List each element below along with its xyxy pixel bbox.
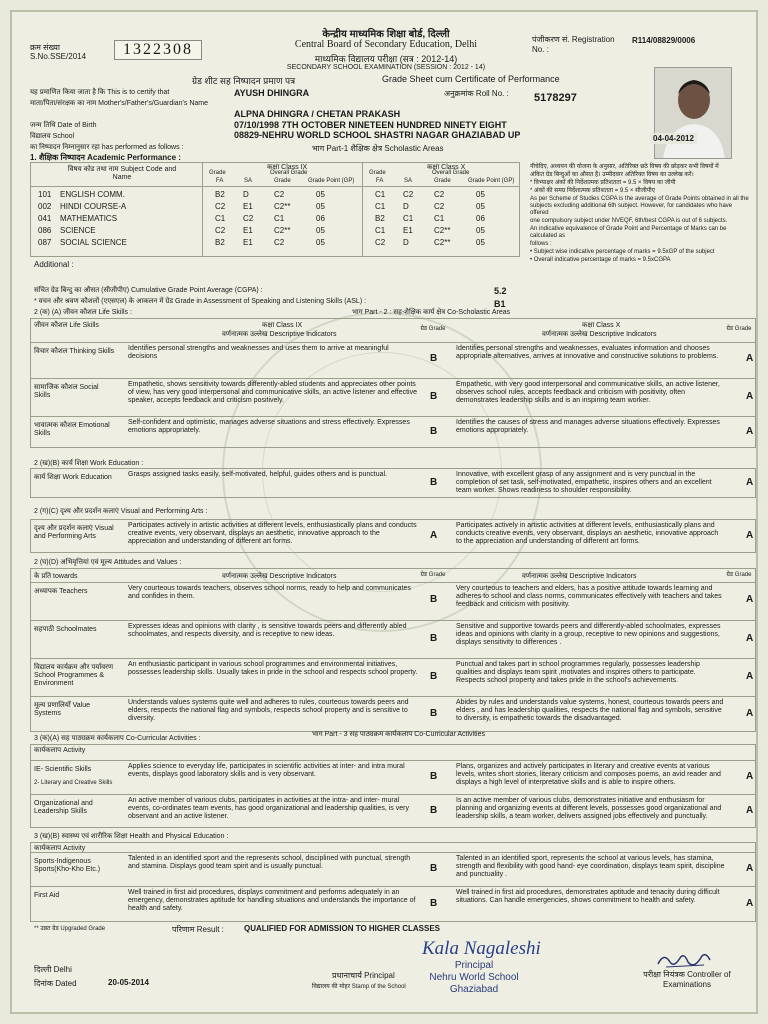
attitude-row-class10-grade: A	[746, 594, 754, 605]
life-skill-row-label: विचार कौशल Thinking Skills	[34, 348, 115, 355]
visual-arts-class10-grade: A	[746, 530, 754, 541]
class10-header: कक्षा Class X	[427, 164, 466, 171]
visual-arts-heading: 2 (ग)(C) दृश्य और प्रदर्शन कलाएं Visual and Performing Arts :	[34, 508, 208, 515]
health-row-rule	[30, 852, 756, 853]
literary-skills-label: 2- Literary and Creative Skills	[34, 780, 113, 786]
subject-ix-fa: B2	[215, 190, 225, 199]
ix-overall-header: Overall Grade	[270, 170, 308, 176]
subject-x-grade: C1	[434, 214, 445, 223]
place-label: दिल्ली Delhi	[34, 965, 72, 974]
subject-x-fa: C1	[375, 226, 386, 235]
issue-date: 20-05-2014	[108, 978, 149, 987]
subject-ix-sa: E1	[243, 202, 253, 211]
subject-col-header: विषय कोड तथा नाम Subject Code and Name	[67, 166, 177, 181]
academic-table-header-rule	[30, 186, 520, 187]
subject-x-grade: C2	[434, 190, 445, 199]
work-education-label: कार्य शिक्षा Work Education	[34, 474, 112, 481]
scheme-note-line: subjects excluding additional 6th subject. However, for candidates who have offered	[530, 203, 733, 217]
attitude-row-class9-desc: Very courteous towards teachers, observes school norms, ready to help and communicates and confides in them.	[128, 585, 411, 601]
subject-x-fa: B2	[375, 214, 385, 223]
scheme-notes	[530, 164, 752, 265]
life-skill-row-class9-desc: Self-confident and optimistic, manages adverse situations and stress effectively. Expresses emotions appropriately.	[128, 419, 410, 435]
attitude-row-class10-desc: Very courteous to teachers and elders, has a positive attitude towards learning and adheres to school and class norms, communicates effectively with teachers and takes feedback and criticism with positivity.	[456, 585, 722, 609]
ls-x-grade-header: ग्रेड Grade	[726, 326, 752, 332]
subject-ix-sa: D	[243, 190, 249, 199]
attitude-row-class9-desc: An enthusiastic participant in various school programmes and environmental initiatives, possesses leadership skills. Usually takes in pride in the school and respects school property.	[128, 661, 418, 677]
co-curricular-row-class9-desc: An active member of various clubs, participates in activities at the intra- and inter- mural events, co-ordinates team events, has good organizational and leadership qualities, is very observant and an active listener.	[128, 797, 409, 821]
subject-code: 002	[38, 202, 52, 211]
x-grade-subheader: Grade	[434, 178, 451, 184]
life-skills-col-header: जीवन कौशल Life Skills	[34, 322, 99, 329]
ls-class9-header: कक्षा Class IX	[262, 322, 303, 329]
academic-col-rule	[202, 162, 203, 257]
scheme-note-line: • Overall indicative percentage of marks = 9.5xCGPA	[530, 256, 671, 263]
health-row-class9-desc: Talented in an identified sport and the represents school, disciplined with punctual, strength and stamina. Displays good team spirit and is usually punctual.	[128, 855, 411, 871]
subject-x-fa: C2	[375, 238, 386, 247]
co-curricular-row-class9-desc: Applies science to everyday life, participates in scientific activities at inter- and intra mural events, displays good laboratory skills and is very observant.	[128, 763, 405, 779]
subject-ix-sa: E1	[243, 238, 253, 247]
subject-ix-grade: C1	[274, 214, 285, 223]
principal-stamp-title: Principal	[454, 960, 494, 971]
subject-ix-sa: E1	[243, 226, 253, 235]
activity-col-header: कार्यकलाप Activity	[34, 747, 86, 754]
part1-label: भाग Part-1 शैक्षिक क्षेत्र Scholastic Areas	[312, 144, 444, 153]
life-skill-row-rule	[30, 342, 756, 343]
health-row-label: First Aid	[34, 892, 60, 899]
subject-x-grade: C2**	[434, 226, 451, 235]
scheme-note-line: An indicative equivalence of Grade Point and Percentage of Marks can be calculated as	[530, 226, 727, 240]
subject-ix-sa: C2	[243, 214, 254, 223]
subject-ix-fa: B2	[215, 238, 225, 247]
subject-x-gp: 05	[476, 202, 485, 211]
subject-x-sa: C1	[403, 214, 414, 223]
student-name: AYUSH DHINGRA	[234, 88, 310, 98]
attitude-row-class10-desc: Sensitive and supportive towards peers and differently-abled schoolmates, expresses ideas and opinions with clarity in a group, receptive to new opinions and suggestions, displays sensitivity to differences .	[456, 623, 721, 647]
health-row-class9-grade: B	[430, 898, 438, 909]
subject-code: 086	[38, 226, 52, 235]
attitude-row-class9-grade: B	[430, 594, 438, 605]
health-row-class10-desc: Well trained in first aid procedures, demonstrates aptitude and tenacity during difficult situations. Can handle emergencies, shows commitment to health and safety.	[456, 889, 720, 905]
co-curricular-row-class10-grade: A	[746, 805, 754, 816]
subject-x-sa: D	[403, 238, 409, 247]
cgpa-value: 5.2	[494, 286, 507, 296]
subject-ix-fa: C2	[215, 202, 226, 211]
subject-code: 087	[38, 238, 52, 247]
registration-number: R114/08829/0006	[632, 36, 696, 45]
subject-name: ENGLISH COMM.	[60, 190, 125, 199]
attitude-row-rule	[30, 658, 756, 659]
principal-label: प्रधानाचार्य Principal	[332, 971, 395, 980]
part2-label: भाग Part - 2 : सह-शैक्षिक कार्य क्षेत्र Co-Scholastic Areas	[352, 309, 511, 316]
subject-x-fa: C1	[375, 190, 386, 199]
cgpa-label: संचित ग्रेड बिन्दु का औसत (सीजीपीए) Cumulative Grade Point Average (CGPA) :	[34, 287, 263, 294]
x-sa-header: SA	[404, 178, 413, 184]
subject-ix-grade: C2**	[274, 202, 291, 211]
work-education-heading: 2 (ख)(B) कार्य शिक्षा Work Education :	[34, 460, 144, 467]
result-value: QUALIFIED FOR ADMISSION TO HIGHER CLASSES	[244, 924, 441, 933]
subject-ix-grade: C2	[274, 238, 285, 247]
attitude-row-rule	[30, 620, 756, 621]
board-name-english: Central Board of Secondary Education, Delhi	[294, 39, 478, 50]
attitude-row-class10-grade: A	[746, 633, 754, 644]
subject-ix-gp: 05	[316, 238, 325, 247]
student-photo-figure	[655, 68, 732, 159]
school-name: 08829-NEHRU WORLD SCHOOL SHASTRI NAGAR GHAZIABAD UP	[234, 130, 521, 140]
subject-x-fa: C1	[375, 202, 386, 211]
subject-x-grade: C2**	[434, 238, 451, 247]
attitudes-heading: 2 (घ)(D) अभिवृत्तियां एवं मूल्य Attitudes and Values :	[34, 559, 182, 566]
life-skill-row-class10-grade: A	[746, 426, 754, 437]
subject-name: MATHEMATICS	[60, 214, 118, 223]
life-skill-row-class10-grade: A	[746, 353, 754, 364]
principal-signature: Kala Nagaleshi	[422, 938, 541, 959]
ix-gp-header: Grade Point (GP)	[308, 178, 355, 184]
attitude-row-label: सहपाठी Schoolmates	[34, 626, 97, 633]
health-row-class10-desc: Talented in an identified sport, represents the school at various levels, has stamina, strength and flexibility with good hand- eye coordination, displays team spirit, discipline and punctuality .	[456, 855, 725, 879]
ix-grade-header: Grade	[209, 170, 226, 176]
health-row-class10-grade: A	[746, 898, 754, 909]
exam-name-hindi: माध्यमिक विद्यालय परीक्षा (सत्र : 2012-14)	[314, 54, 458, 64]
visual-arts-label: दृश्य और प्रदर्शन कलाएं Visual and Performing Arts	[34, 525, 114, 541]
life-skill-row-rule	[30, 378, 756, 379]
life-skill-row-class9-desc: Empathetic, shows sensitivity towards differently-abled students and appreciates other points of view, has very good interpersonal and communicative skills, an active listener and effective speaker, accepts feedback and criticism positively.	[128, 381, 417, 405]
health-row-class10-grade: A	[746, 863, 754, 874]
date-label: दिनांक Dated	[34, 979, 77, 988]
certify-label: यह प्रमाणित किया जाता है कि This is to certify that	[30, 89, 170, 96]
attitude-row-class10-grade: A	[746, 708, 754, 719]
att-ix-grade-header: ग्रेड Grade	[420, 572, 446, 578]
visual-arts-class9-grade: A	[430, 530, 438, 541]
subject-name: SOCIAL SCIENCE	[60, 238, 127, 247]
life-skill-row-class9-desc: Identifies personal strengths and weaknesses and uses them to arrive at meaningful decisions	[128, 345, 389, 361]
health-activity-col-header: कार्यकलाप Activity	[34, 845, 86, 852]
ix-fa-header: FA	[216, 178, 224, 184]
life-skill-row-class9-grade: B	[430, 426, 438, 437]
registration-label: पंजीकरण सं. Registration No. :	[532, 35, 615, 54]
work-education-class10-desc: Innovative, with excellent grasp of any assignment and is very punctual in the completion of set task, self-motivated, empathetic, inspires others and an excellent team worker. Shows readiness to shoulder responsibility.	[456, 471, 712, 495]
scheme-note-line: * विभ्याक्षर अंकों की निर्देशात्मक प्रतिशतता = 9.5 × विषय का जीपी	[530, 179, 676, 186]
co-curricular-row-rule	[30, 794, 756, 795]
life-skill-row-class10-desc: Empathetic, with very good interpersonal and communicative skills, an active listener, observes school rules, accepts feedback and criticism with positivity, often demonstrates leadership skills and is an inspiring team worker.	[456, 381, 720, 405]
visual-arts-class10-desc: Participates actively in artistic activities at different levels, enthusiastically plans and conducts creative events, very observant, displays an aesthetic, innovative approach to the appreciation and understanding of different art forms.	[456, 522, 719, 546]
attitude-row-rule	[30, 696, 756, 697]
subject-x-sa: D	[403, 202, 409, 211]
attitude-row-class9-desc: Understands values systems quite well and adheres to rules, courteous towards peers and elders, respects the national flag and symbols, respects school property and is sensitive to diversity.	[128, 699, 409, 723]
subject-name: SCIENCE	[60, 226, 96, 235]
additional-label: Additional :	[34, 260, 74, 269]
attitude-row-label: विद्यालय कार्यक्रम और पर्यावरण School Programmes & Environment	[34, 664, 114, 688]
student-photo	[654, 67, 732, 159]
scheme-note-line: नीचेदिए, अध्ययन की योजना के अनुसार, अतिरिक्त छठे विषय की छोड़कर सभी विषयों में	[530, 164, 719, 170]
attitude-row-class9-grade: B	[430, 671, 438, 682]
health-row-rule	[30, 886, 756, 887]
life-skill-row-class10-desc: Identifies the causes of stress and manages adverse situations effectively. Expresses emotions appropriately.	[456, 419, 720, 435]
parents-name: ALPNA DHINGRA / CHETAN PRAKASH	[234, 109, 401, 119]
ix-sa-header: SA	[244, 178, 253, 184]
life-skills-heading: 2 (क) (A) जीवन कौशल Life Skills :	[34, 309, 132, 316]
attitude-row-class10-desc: Abides by rules and understands value systems, honest, courteous towards peers and elders , and has leadership qualities, respects the national flag and symbols, sensitive to diversity, is empathetic towards the disadvantaged.	[456, 699, 724, 723]
dob-label: जन्म तिथि Date of Birth	[30, 122, 97, 129]
result-label: परिणाम Result :	[172, 925, 224, 934]
exam-name-english: SECONDARY SCHOOL EXAMINATION (SESSION : 2012 - 14)	[286, 64, 486, 71]
work-education-class9-grade: B	[430, 477, 438, 488]
attitude-row-class10-grade: A	[746, 671, 754, 682]
attitude-row-class9-desc: Expresses ideas and opinions with clarity , is sensitive towards peers and differently abled schoolmates, and respects diversity, and is receptive to new ideas.	[128, 623, 407, 639]
part3-label: भाग Part - 3 सह पाठ्यक्रम कार्यकलाप Co-Curricular Activities	[312, 731, 486, 738]
visual-arts-class9-desc: Participates actively in artistic activities at different levels, enthusiastically plans and conducts creative events, very observant, displays an aesthetic, innovative approach to the appreciation and understanding of different art forms.	[128, 522, 417, 546]
health-row-label: Sports-Indigenous Sports(Kho-Kho Etc.)	[34, 858, 101, 874]
asl-label: * वचन और श्रवण कौशलों (एएसएल) के आकलन में ग्रेड Grade in Assessment of Speaking and Listening Skills (ASL) :	[34, 298, 367, 305]
academic-col-rule	[362, 162, 363, 257]
certificate-title-hindi: ग्रेड शीट सह निष्पादन प्रमाण पत्र	[192, 76, 296, 86]
principal-stamp-school: Nehru World School	[429, 972, 519, 983]
life-skill-row-label: भावात्मक कौशल Emotional Skills	[34, 422, 110, 438]
scheme-note-line: one compulsory subject under NVEQF, 6th/best CGPA is out of 6 subjects.	[530, 218, 728, 225]
life-skill-row-label: सामाजिक कौशल Social Skills	[34, 384, 99, 400]
ls-ix-desc-header: वर्णनात्मक उल्लेख Descriptive Indicators	[222, 331, 337, 338]
att-x-desc-header: वर्णनात्मक उल्लेख Descriptive Indicators	[522, 573, 637, 580]
principal-stamp-city: Ghaziabad	[449, 984, 499, 995]
ix-grade-subheader: Grade	[274, 178, 291, 184]
scheme-note-line: follows :	[530, 240, 552, 247]
scheme-note-line: अंकित ग्रेड बिन्दुओं का औसत है। उम्मीदवार अतिरिक्त विषय का उल्लेख करें।	[530, 171, 694, 178]
attitude-row-class10-desc: Punctual and takes part in school programmes regularly, possesses leadership qualities and displays team spirit ,motivates and inspires others to participate. Respects school property and takes pride in the school's achievements.	[456, 661, 700, 685]
x-overall-header: Overall Grade	[432, 170, 470, 176]
att-x-grade-header: ग्रेड Grade	[726, 572, 752, 578]
academic-performance-heading: 1. शैक्षिक निष्पादन Academic Performance :	[30, 153, 181, 162]
subject-x-sa: E1	[403, 226, 413, 235]
photo-date-stamp: 04-04-2012	[650, 133, 697, 144]
life-skill-row-class9-grade: B	[430, 353, 438, 364]
grade-sheet-certificate	[10, 10, 758, 1014]
scheme-note-line: As per Scheme of Studies CGPA is the average of Grade Points obtained in all the	[530, 195, 749, 202]
attitude-row-class9-grade: B	[430, 708, 438, 719]
attitude-row-rule	[30, 582, 756, 583]
upgraded-grade-note: ** उन्नत ग्रेड Upgraded Grade	[34, 926, 106, 932]
subject-ix-fa: C2	[215, 226, 226, 235]
work-education-rule	[30, 468, 756, 469]
subject-x-sa: C2	[403, 190, 414, 199]
serial-label: क्रम संख्या S.No.SSE/2014	[30, 43, 87, 61]
school-label: विद्यालय School	[30, 133, 75, 140]
attitude-row-label: मूल्य प्रणालियाँ Value Systems	[34, 702, 91, 718]
subject-x-gp: 05	[476, 226, 485, 235]
school-stamp-label: विद्यालय की मोहर Stamp of the School	[312, 984, 406, 990]
towards-col-header: के प्रति towards	[34, 573, 78, 580]
co-curricular-heading: 3 (क)(A) सह पाठ्यक्रम कार्यकलाप Co-Curricular Activities :	[34, 735, 201, 742]
life-skill-row-class10-desc: Identifies personal strengths and weaknesses, evaluates information and chooses appropriate alternatives, arrives at innovative and constructive solutions to problems.	[456, 345, 719, 361]
life-skill-row-rule	[30, 416, 756, 417]
performed-label: का निष्पादन निम्नानुसार रहा has performed as follows :	[30, 144, 184, 151]
co-curricular-row-class10-desc: Plans, organizes and actively participates in literary and creative events at various levels, writes short stories, literary criticism and composes poems, an avid reader and displays a high level of interpretative skills and is able to inspire others.	[456, 763, 721, 787]
scheme-note-line: * अंकों की समग्र निर्देशात्मक प्रतिशतता = 9.5 × सीजीपीए	[530, 187, 655, 194]
co-curricular-row-class10-desc: Is an active member of various clubs, demonstrates initiative and enthusiasm for planning and organizing events at different levels, possesses good organizational and leadership skills, a team worker, delivers assigned jobs effectively and punctually.	[456, 797, 722, 821]
subject-x-gp: 06	[476, 214, 485, 223]
subject-x-gp: 05	[476, 190, 485, 199]
subject-ix-grade: C2	[274, 190, 285, 199]
roll-number-label: अनुक्रमांक Roll No. :	[444, 89, 509, 98]
asl-value: B1	[494, 299, 506, 309]
board-name-hindi: केन्द्रीय माध्यमिक शिक्षा बोर्ड, दिल्ली	[322, 29, 450, 40]
health-row-class9-grade: B	[430, 863, 438, 874]
co-curricular-row-class9-grade: B	[430, 805, 438, 816]
subject-ix-gp: 05	[316, 190, 325, 199]
attitude-row-class9-grade: B	[430, 633, 438, 644]
co-curricular-row-class10-grade: A	[746, 771, 754, 782]
life-skill-row-class9-grade: B	[430, 391, 438, 402]
health-heading: 3 (ख)(B) स्वास्थ्य एवं शारीरिक शिक्षा Health and Physical Education :	[34, 833, 229, 840]
subject-ix-gp: 06	[316, 214, 325, 223]
subject-ix-grade: C2**	[274, 226, 291, 235]
subject-ix-gp: 05	[316, 202, 325, 211]
controller-label: परीक्षा नियंत्रक Controller of Examinations	[643, 970, 731, 989]
life-skill-row-class10-grade: A	[746, 391, 754, 402]
controller-signature-name	[654, 952, 714, 957]
subject-name: HINDI COURSE-A	[60, 202, 127, 211]
ls-class10-header: कक्षा Class X	[582, 322, 621, 329]
subject-code: 101	[38, 190, 52, 199]
subject-x-grade: C2	[434, 202, 445, 211]
subject-ix-fa: C1	[215, 214, 226, 223]
serial-number: 1322308	[114, 40, 202, 60]
ls-ix-grade-header: ग्रेड Grade	[420, 326, 446, 332]
co-curricular-row-label: Organizational and Leadership Skills	[34, 800, 93, 816]
x-fa-header: FA	[376, 178, 384, 184]
co-curricular-row-label: IE- Scientific Skills	[34, 766, 92, 773]
att-ix-desc-header: वर्णनात्मक उल्लेख Descriptive Indicators	[222, 573, 337, 580]
subject-code: 041	[38, 214, 52, 223]
work-education-class9-desc: Grasps assigned tasks easily, self-motivated, helpful, guides others and is punctual.	[128, 471, 388, 478]
x-gp-header: Grade Point (GP)	[468, 178, 515, 184]
certificate-title-english: Grade Sheet cum Certificate of Performance	[382, 74, 560, 84]
co-curricular-row-rule	[30, 760, 756, 761]
attitude-row-label: अध्यापक Teachers	[34, 588, 88, 595]
subject-ix-gp: 05	[316, 226, 325, 235]
roll-number: 5178297	[534, 92, 577, 104]
visual-arts-rule	[30, 519, 756, 520]
work-education-class10-grade: A	[746, 477, 754, 488]
health-row-class9-desc: Well trained in first aid procedures, displays commitment and performs adequately in an emergency, demonstrates aptitude for handling situations and understands the importance of health and safety.	[128, 889, 416, 913]
scheme-note-line: • Subject wise indicative percentage of marks = 9.5xGP of the subject	[530, 248, 715, 255]
co-curricular-row-class9-grade: B	[430, 771, 438, 782]
subject-x-gp: 05	[476, 238, 485, 247]
ls-x-desc-header: वर्णनात्मक उल्लेख Descriptive Indicators	[542, 331, 657, 338]
date-of-birth: 07/10/1998 7TH OCTOBER NINETEEN HUNDRED NINETY EIGHT	[234, 120, 507, 130]
x-grade-header: Grade	[369, 170, 386, 176]
parents-label: माता/पिता/संरक्षक का नाम Mother's/Father's/Guardian's Name	[30, 100, 209, 107]
class9-header: कक्षा Class IX	[267, 164, 308, 171]
